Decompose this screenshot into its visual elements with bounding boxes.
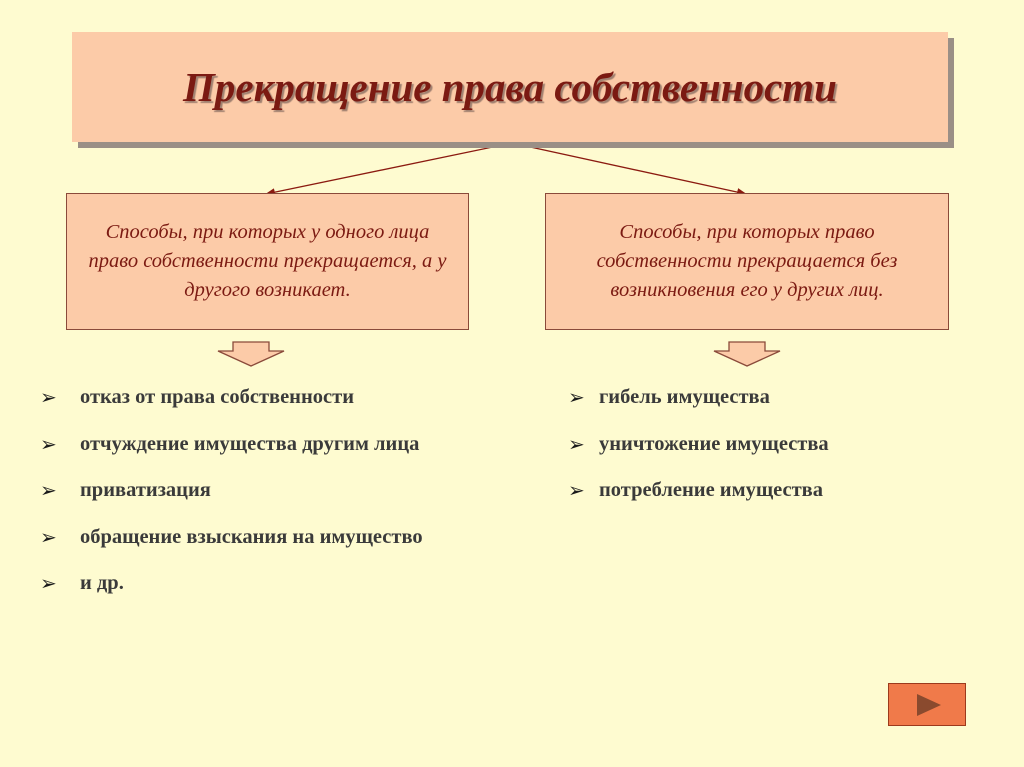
list-item <box>40 382 423 429</box>
list-item <box>40 429 423 476</box>
arrow-bullet-icon: ➢ <box>40 431 57 456</box>
list-item-text: отказ от права собственности <box>80 386 355 408</box>
list-item <box>568 429 829 476</box>
arrow-bullet-icon: ➢ <box>568 478 585 502</box>
arrow-bullet-icon: ➢ <box>568 385 585 409</box>
list-item <box>568 382 829 429</box>
connector-right <box>512 143 746 194</box>
arrow-bullet-icon: ➢ <box>40 385 57 409</box>
list-item-text: и др. <box>80 572 124 594</box>
arrow-bullet-icon: ➢ <box>40 571 57 595</box>
arrow-bullet-icon: ➢ <box>40 478 57 502</box>
right-method-heading: Способы, при которых право собственности прекращается без возникновения его у других лиц. <box>596 221 898 301</box>
list-item <box>40 568 423 615</box>
connector-left <box>266 143 512 194</box>
list-item-text: приватизация <box>80 479 211 501</box>
list-item-text: отчуждение имущества другим лица <box>80 432 420 455</box>
arrow-bullet-icon: ➢ <box>568 431 585 456</box>
next-slide-button[interactable] <box>888 683 966 726</box>
right-item-list <box>568 382 829 522</box>
down-arrow-icon <box>217 341 285 367</box>
play-triangle-icon <box>907 691 947 719</box>
page-title: Прекращение права собственности <box>183 64 837 110</box>
arrow-bullet-icon: ➢ <box>40 524 57 549</box>
list-item-text: гибель имущества <box>599 386 770 408</box>
left-item-list <box>40 382 423 615</box>
list-item <box>40 475 423 522</box>
title-box <box>72 32 948 142</box>
left-method-box <box>66 193 469 330</box>
list-item-text: уничтожение имущества <box>599 432 829 455</box>
list-item <box>568 475 829 522</box>
list-item <box>40 522 423 569</box>
list-item-text: обращение взыскания на имущество <box>80 525 423 548</box>
left-method-heading: Способы, при которых у одного лица право собственности прекращается, а у другого возникает. <box>88 221 447 301</box>
down-arrow-icon <box>713 341 781 367</box>
list-item-text: потребление имущества <box>599 479 823 501</box>
right-method-box <box>545 193 949 330</box>
